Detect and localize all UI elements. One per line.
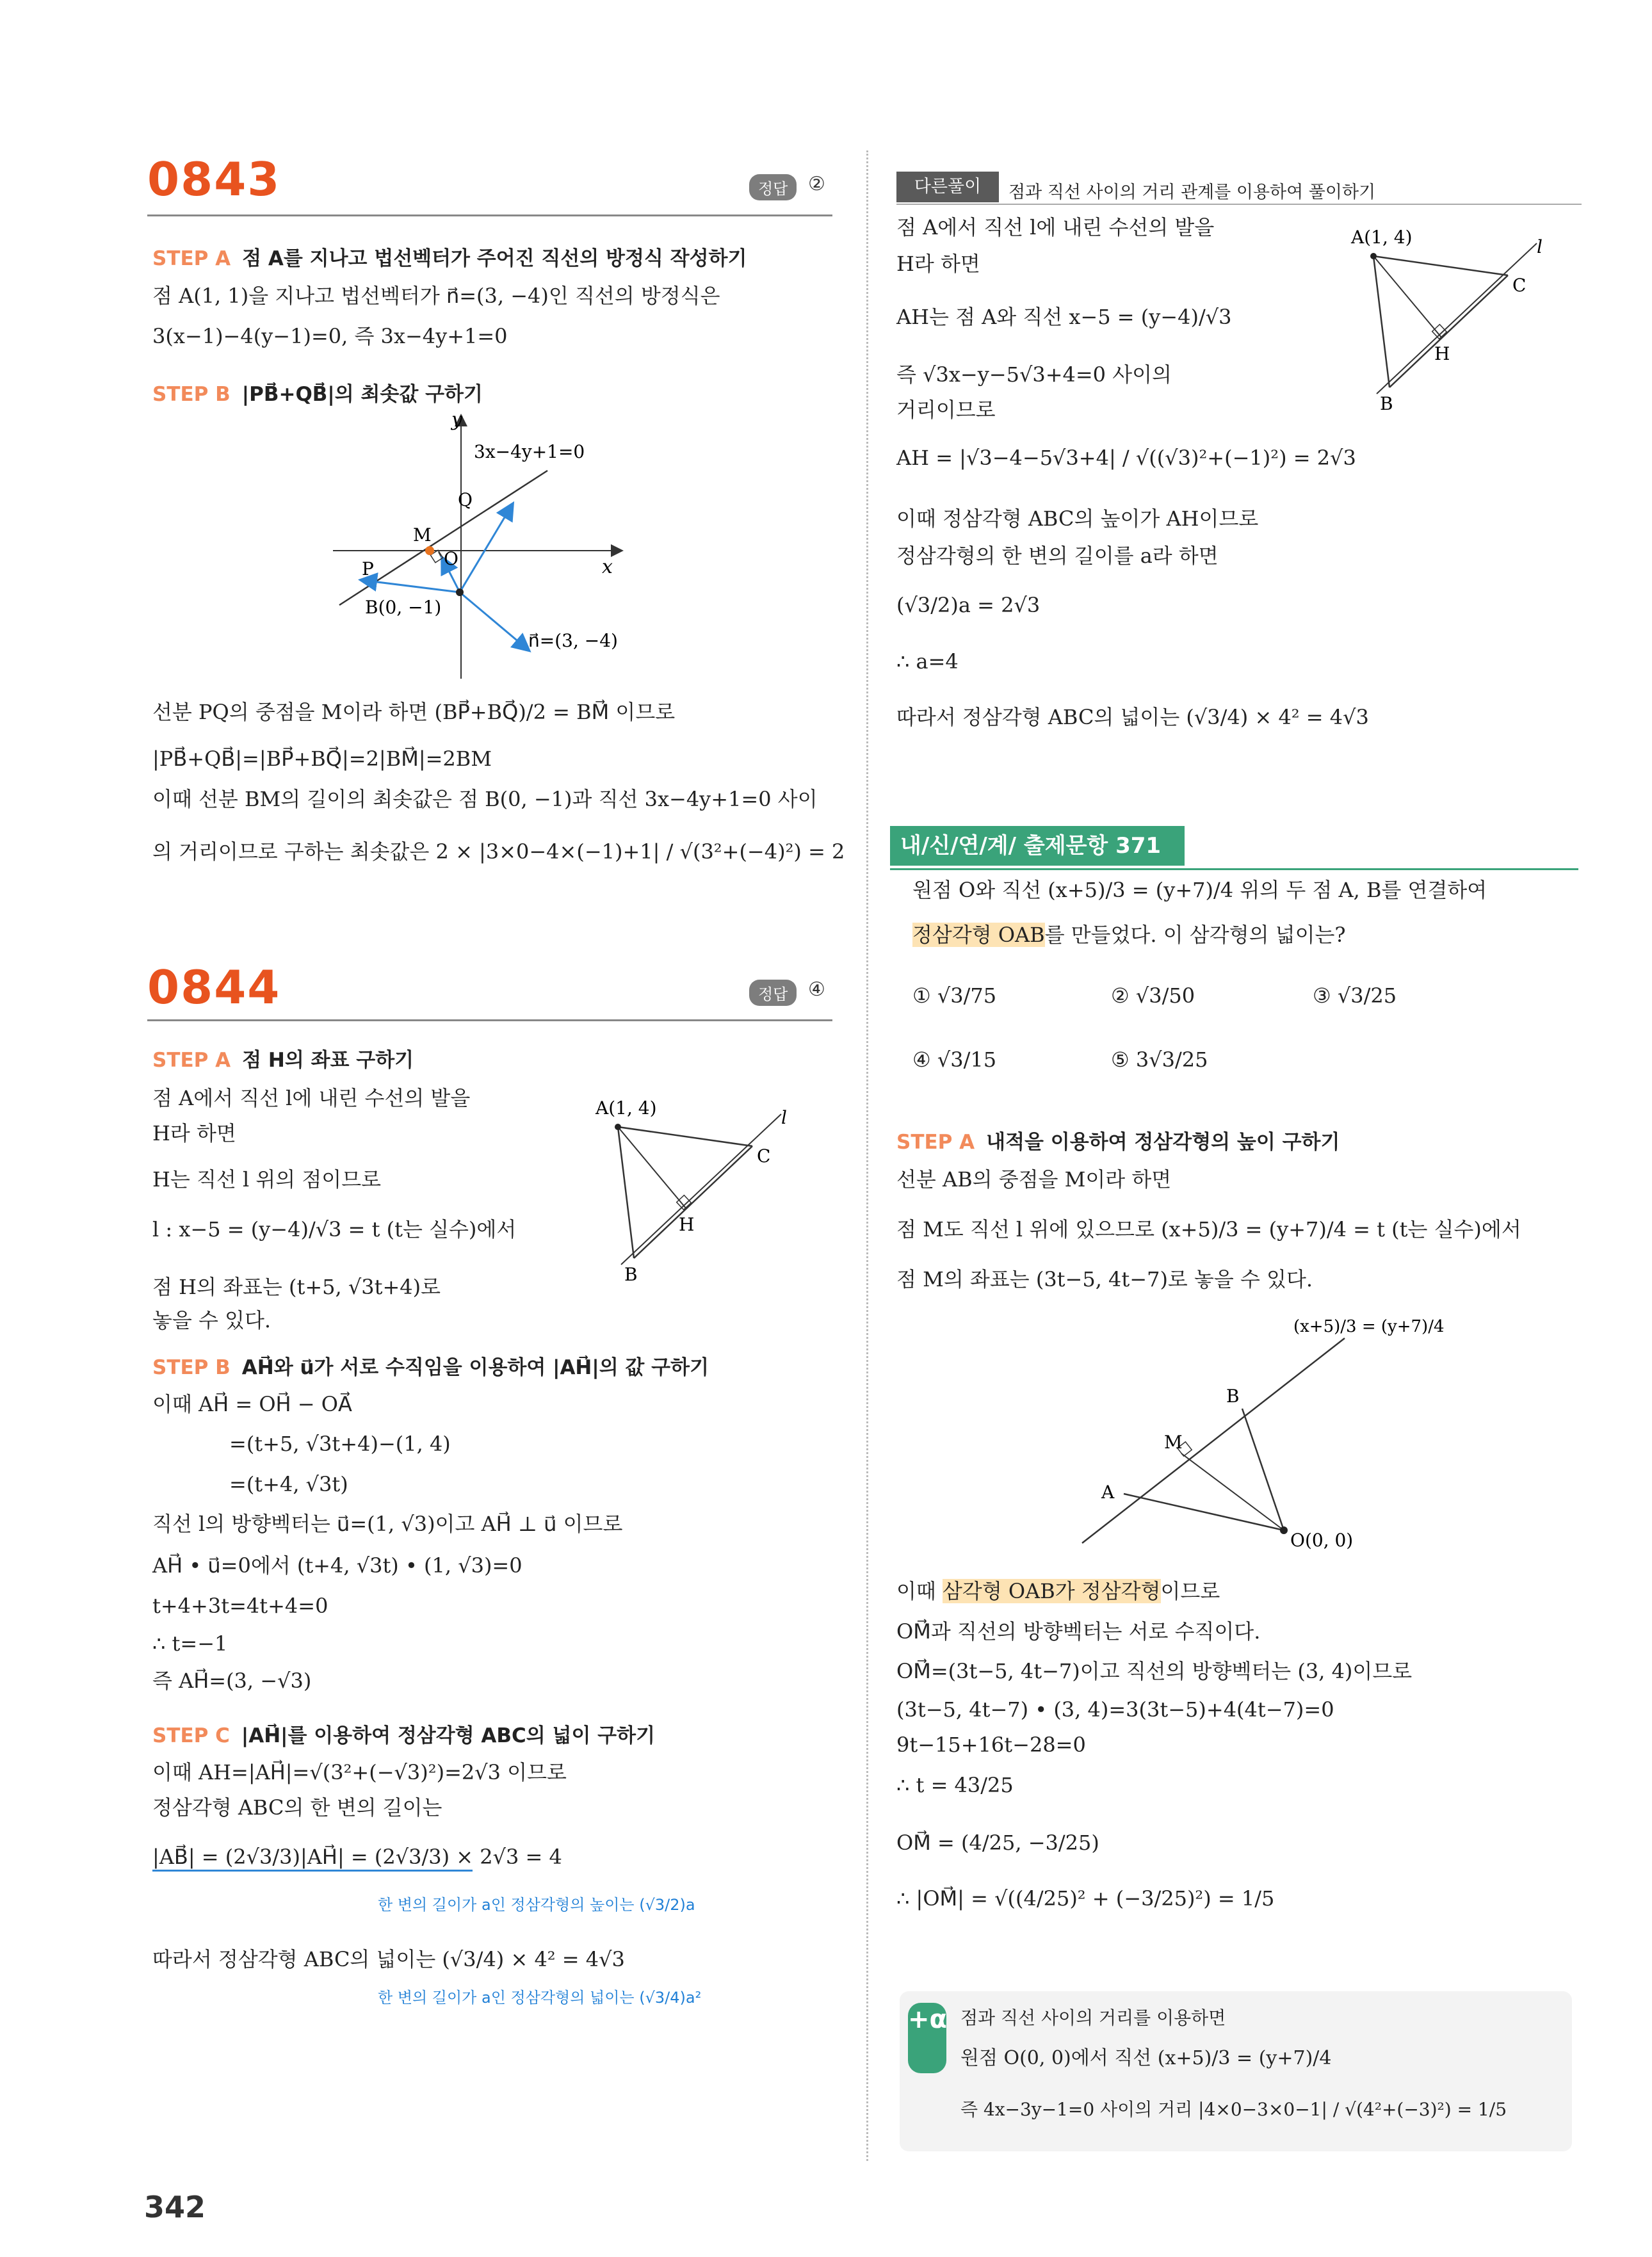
step-title: |AH⃗|를 이용하여 정삼각형 ABC의 넓이 구하기 <box>241 1724 656 1747</box>
text-line: ∴ a=4 <box>896 649 959 674</box>
step-title: 점 H의 좌표 구하기 <box>242 1049 414 1072</box>
text-line: H는 직선 l 위의 점이므로 <box>152 1167 382 1192</box>
point-b: B(0, −1) <box>365 597 442 618</box>
note: 한 변의 길이가 a인 정삼각형의 넓이는 (√3/4)a² <box>378 1989 702 2007</box>
text-line: AH는 점 A와 직선 x−5 = (y−4)/√3 <box>896 305 1232 329</box>
point-o: O(0, 0) <box>1290 1530 1354 1551</box>
text-line: ∴ |OM⃗| = √((4/25)² + (−3/25)²) = 1/5 <box>896 1886 1275 1911</box>
step-b-heading <box>152 378 483 407</box>
linked-problem-label: 내/신/연/계/ 출제문항 371 <box>890 826 1185 866</box>
text-line: ∴ t = 43/25 <box>896 1773 1014 1797</box>
section-rule <box>147 1019 832 1021</box>
step-tag: STEP B <box>152 1356 231 1379</box>
point-q: Q <box>458 489 473 510</box>
answer-value: ④ <box>808 978 825 1001</box>
section-rule <box>896 204 1582 205</box>
step-a-heading <box>896 1126 1340 1154</box>
answer-value: ② <box>808 173 825 195</box>
point-c: C <box>757 1145 771 1167</box>
point-c: C <box>1512 275 1526 296</box>
alt-solution-label: 다른풀이 <box>896 172 999 202</box>
step-a-heading <box>152 1044 414 1072</box>
y-axis-label: y <box>451 409 462 431</box>
text-line: 놓을 수 있다. <box>152 1308 271 1332</box>
text-line: 선분 PQ의 중점을 M이라 하면 (BP⃗+BQ⃗)/2 = BM⃗ 이므로 <box>152 700 676 724</box>
text-line: 9t−15+16t−28=0 <box>896 1733 1086 1757</box>
graph-0843 <box>327 410 685 692</box>
text-line: 선분 AB의 중점을 M이라 하면 <box>896 1167 1172 1192</box>
section-rule <box>147 214 832 216</box>
text-line: 점 A에서 직선 l에 내린 수선의 발을 <box>896 215 1215 239</box>
tip-text: 원점 O(0, 0)에서 직선 (x+5)/3 = (y+7)/4 <box>960 2047 1332 2069</box>
tip-text: 점과 직선 사이의 거리를 이용하면 <box>960 2007 1226 2028</box>
text-line: 이때 AH=|AH⃗|=√(3²+(−√3)²)=2√3 이므로 <box>152 1760 567 1784</box>
page-number: 342 <box>144 2190 206 2224</box>
text-line: 따라서 정삼각형 ABC의 넓이는 (√3/4) × 4² = 4√3 <box>896 705 1369 729</box>
step-c-heading <box>152 1719 655 1748</box>
text-line <box>896 1578 1220 1604</box>
line-l: l <box>1537 236 1543 257</box>
text-line: 이때 AH⃗ = OH⃗ − OA⃗ <box>152 1392 352 1416</box>
problem-number-0843: 0843 <box>147 152 281 206</box>
triangle-figure-alt <box>1345 218 1575 423</box>
choice-2: ② √3/50 <box>1111 983 1195 1008</box>
text-line: 이때 선분 BM의 길이의 최솟값은 점 B(0, −1)과 직선 3x−4y+1=0 사이 <box>152 787 818 811</box>
figure-oab <box>1063 1313 1445 1556</box>
step-title: 내적을 이용하여 정삼각형의 높이 구하기 <box>986 1131 1340 1154</box>
text-line: 이때 정삼각형 ABC의 높이가 AH이므로 <box>896 506 1259 531</box>
text-line: AH⃗ • u⃗=0에서 (t+4, √3t) • (1, √3)=0 <box>152 1553 522 1578</box>
text-line: OM⃗과 직선의 방향벡터는 서로 수직이다. <box>896 1619 1261 1644</box>
highlight: 정삼각형 OAB <box>912 923 1045 947</box>
point-a: A(1, 4) <box>595 1097 657 1119</box>
text-line: OM⃗=(3t−5, 4t−7)이고 직선의 방향벡터는 (3, 4)이므로 <box>896 1659 1413 1683</box>
choice-3: ③ √3/25 <box>1313 983 1397 1008</box>
text-line: =(t+4, √3t) <box>229 1472 348 1496</box>
text-line: 즉 √3x−y−5√3+4=0 사이의 <box>896 362 1172 387</box>
step-tag: STEP B <box>152 383 231 406</box>
step-a-heading <box>152 242 747 271</box>
text-line: l : x−5 = (y−4)/√3 = t (t는 실수)에서 <box>152 1217 517 1242</box>
point-h: H <box>1434 343 1450 364</box>
text-line: |AB⃗| = (2√3/3)|AH⃗| = (2√3/3) × 2√3 = 4 <box>152 1844 473 1872</box>
x-axis-label: x <box>602 556 613 578</box>
line-l: l <box>781 1107 787 1128</box>
text-line: |PB⃗+QB⃗|=|BP⃗+BQ⃗|=2|BM⃗|=2BM <box>152 747 492 771</box>
point-m: M <box>1164 1432 1183 1453</box>
text-line: 즉 AH⃗=(3, −√3) <box>152 1669 312 1693</box>
point-h: H <box>679 1214 695 1235</box>
text-line: 원점 O와 직선 (x+5)/3 = (y+7)/4 위의 두 점 A, B를 연결하여 <box>912 878 1487 902</box>
tip-text: 즉 4x−3y−1=0 사이의 거리 |4×0−3×0−1| / √(4²+(−3)²) = 1/5 <box>960 2099 1507 2120</box>
step-b-heading <box>152 1351 709 1380</box>
highlight: 삼각형 OAB가 정삼각형 <box>943 1579 1161 1603</box>
point-m: M <box>413 524 432 546</box>
text-line: 직선 l의 방향벡터는 u⃗=(1, √3)이고 AH⃗ ⊥ u⃗ 이므로 <box>152 1512 623 1536</box>
text-line: OM⃗ = (4/25, −3/25) <box>896 1831 1099 1855</box>
text-line <box>912 922 1346 948</box>
text-line: 거리이므로 <box>896 398 996 422</box>
step-tag: STEP C <box>152 1724 230 1747</box>
text-line: 점 M도 직선 l 위에 있으므로 (x+5)/3 = (y+7)/4 = t (t는 실수)에서 <box>896 1217 1521 1242</box>
step-title: AH⃗와 u⃗가 서로 수직임을 이용하여 |AH⃗|의 값 구하기 <box>241 1356 709 1379</box>
step-tag: STEP A <box>152 247 231 270</box>
point-a: A <box>1101 1482 1115 1503</box>
text-line: (√3/2)a = 2√3 <box>896 593 1041 617</box>
text-line: ∴ t=−1 <box>152 1631 228 1656</box>
text-line: t+4+3t=4t+4=0 <box>152 1594 328 1618</box>
point-b: B <box>1380 393 1393 414</box>
step-tag: STEP A <box>152 1049 231 1072</box>
text-line: 3(x−1)−4(y−1)=0, 즉 3x−4y+1=0 <box>152 324 508 348</box>
step-title: 점 A를 지나고 법선벡터가 주어진 직선의 방정식 작성하기 <box>242 247 747 270</box>
text-line: =(t+5, √3t+4)−(1, 4) <box>229 1432 451 1456</box>
text-line: 점 M의 좌표는 (3t−5, 4t−7)로 놓을 수 있다. <box>896 1267 1313 1291</box>
alt-solution-title: 점과 직선 사이의 거리 관계를 이용하여 풀이하기 <box>1008 182 1376 202</box>
point-a: A(1, 4) <box>1351 227 1413 248</box>
point-p: P <box>362 558 374 579</box>
choice-1: ① √3/75 <box>912 983 997 1008</box>
text-span: 이때 <box>896 1579 943 1603</box>
text-line: (3t−5, 4t−7) • (3, 4)=3(3t−5)+4(4t−7)=0 <box>896 1697 1334 1722</box>
text-line: 점 A에서 직선 l에 내린 수선의 발을 <box>152 1086 471 1110</box>
step-tag: STEP A <box>896 1131 975 1154</box>
text-span: 를 만들었다. 이 삼각형의 넓이는? <box>1044 923 1346 947</box>
text-line: H라 하면 <box>152 1121 236 1145</box>
text-line: 점 H의 좌표는 (t+5, √3t+4)로 <box>152 1275 441 1299</box>
text-line: AH = |√3−4−5√3+4| / √((√3)²+(−1)²) = 2√3 <box>896 446 1356 470</box>
plus-alpha-icon: +α <box>908 2003 946 2073</box>
point-b: B <box>1226 1386 1240 1407</box>
triangle-figure-0844 <box>589 1088 820 1293</box>
text-line: 정삼각형의 한 변의 길이를 a라 하면 <box>896 544 1219 568</box>
answer-badge: 정답 <box>749 174 797 200</box>
column-divider <box>866 150 868 2161</box>
text-line: 따라서 정삼각형 ABC의 넓이는 (√3/4) × 4² = 4√3 <box>152 1947 625 1971</box>
origin-label: O <box>444 548 458 569</box>
point-b: B <box>624 1264 638 1285</box>
answer-badge: 정답 <box>749 980 797 1006</box>
text-line: 정삼각형 ABC의 한 변의 길이는 <box>152 1795 442 1820</box>
line-equation: 3x−4y+1=0 <box>474 441 585 462</box>
normal-vector-label: n⃗=(3, −4) <box>528 630 618 651</box>
step-title: |PB⃗+QB⃗|의 최솟값 구하기 <box>241 383 483 406</box>
text-span: 이므로 <box>1160 1579 1220 1603</box>
text-line: H라 하면 <box>896 252 980 276</box>
text-line: 의 거리이므로 구하는 최솟값은 2 × |3×0−4×(−1)+1| / √(3²+(−4)²) = 2 <box>152 839 845 864</box>
line-equation: (x+5)/3 = (y+7)/4 <box>1293 1317 1445 1336</box>
choice-4: ④ √3/15 <box>912 1048 997 1072</box>
problem-number-0844: 0844 <box>147 960 281 1014</box>
choice-5: ⑤ 3√3/25 <box>1111 1048 1208 1072</box>
text-line: 점 A(1, 1)을 지나고 법선벡터가 n⃗=(3, −4)인 직선의 방정식은 <box>152 284 720 308</box>
note: 한 변의 길이가 a인 정삼각형의 높이는 (√3/2)a <box>378 1896 695 1914</box>
